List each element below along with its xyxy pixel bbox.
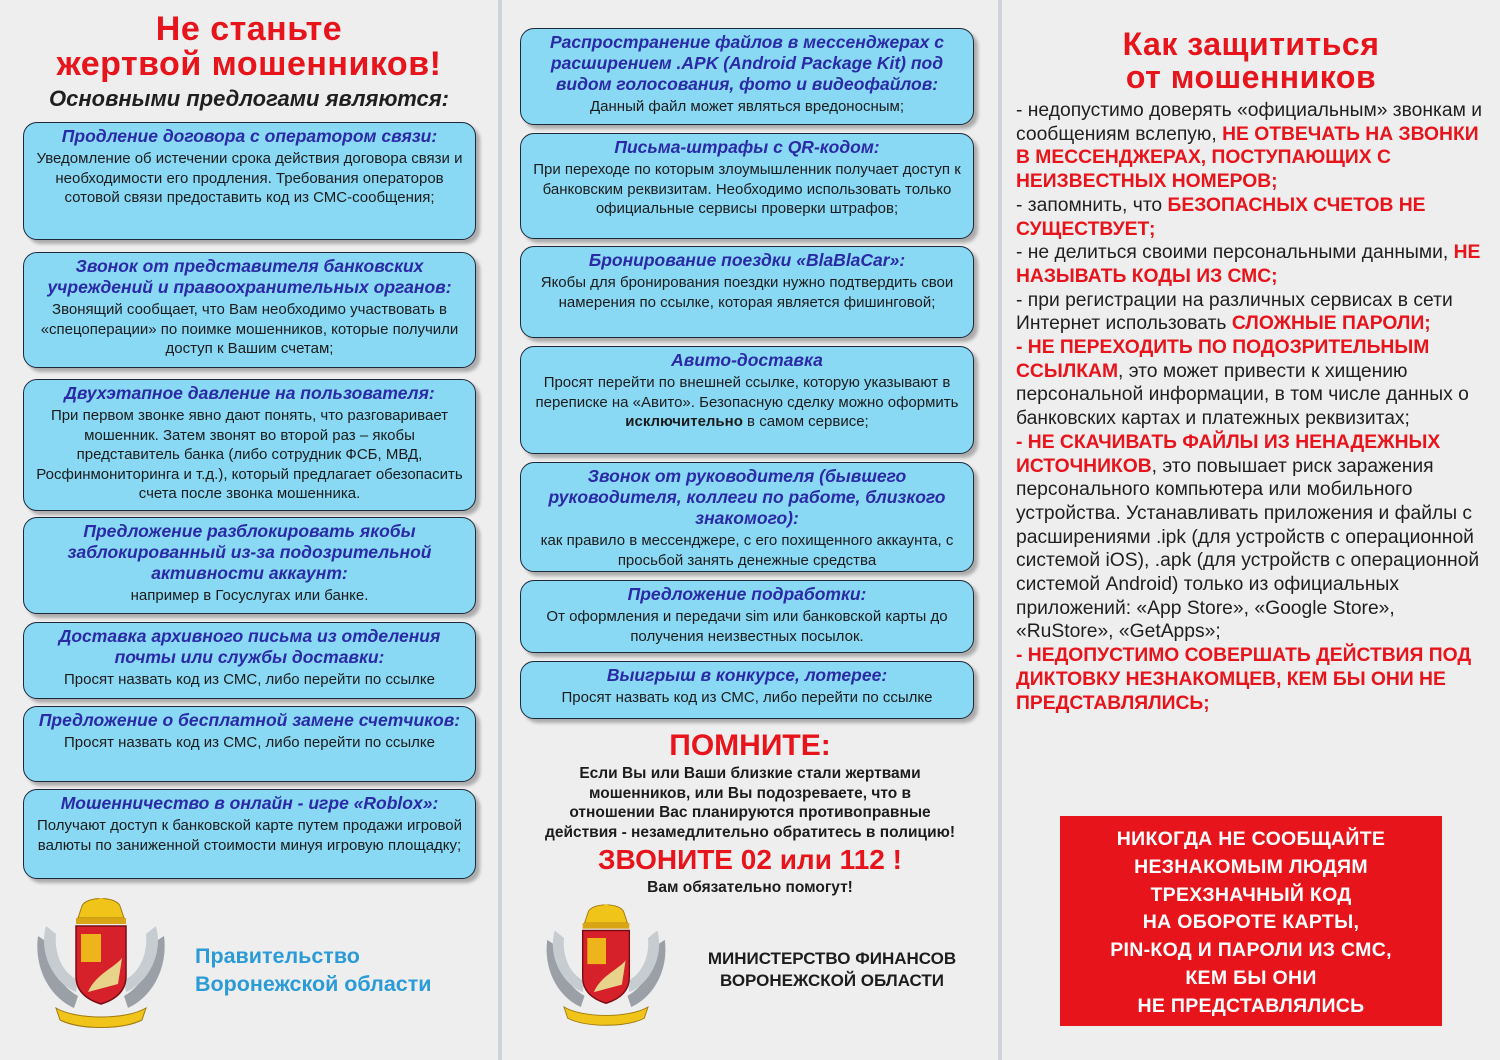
card-body: От оформления и передачи sim или банковской карты до получения неизвестных посылок. <box>546 608 948 645</box>
remember-title: ПОМНИТЕ: <box>669 729 831 762</box>
card-title: Доставка архивного письма из отделения почты или службы доставки: <box>58 626 441 667</box>
scheme-card-boss-call <box>520 462 974 572</box>
remember-line: действия - незамедлительно обратитесь в полицию! <box>544 823 956 841</box>
protection-tip <box>1016 644 1491 715</box>
card-title: Выигрыш в конкурсе, лотерее: <box>606 665 888 685</box>
ministry-name <box>684 948 980 992</box>
voronezh-coat-of-arms-icon <box>26 896 176 1031</box>
remember-line: отношении Вас планируются противоправные <box>569 804 931 821</box>
scheme-card-qr-fines <box>520 133 974 239</box>
tip-text: - запомнить, что <box>1016 194 1168 216</box>
card-body-emphasis: исключительно <box>625 413 743 430</box>
card-body: Просят назвать код из СМС, либо перейти по ссылке <box>64 734 435 751</box>
remember-line: Если Вы или Ваши близкие стали жертвами <box>579 765 921 782</box>
tip-text: - при регистрации на различных сервисах в сети Интернет использовать <box>1016 289 1453 335</box>
voronezh-coat-of-arms-icon <box>536 898 676 1033</box>
card-body: Уведомление об истечении срока действия договора связи и необходимости его продления. Требования операторов сотовой связи предоставить код из СМС-сообщения; <box>36 150 463 206</box>
middle-panel <box>502 0 998 1060</box>
right-title-line2: от мошенников <box>1125 59 1377 95</box>
card-body: При переходе по которым злоумышленник получает доступ к банковским реквизитам. Необходимо использовать только официальные сервисы проверки штрафов; <box>533 161 961 217</box>
scheme-card-contract <box>23 122 476 240</box>
scheme-card-blablacar <box>520 246 974 338</box>
warning-line: ТРЕХЗНАЧНЫЙ КОД <box>1150 883 1352 906</box>
scheme-card-avito <box>520 346 974 454</box>
ministry-name-line2: ВОРОНЕЖСКОЙ ОБЛАСТИ <box>719 971 945 990</box>
card-title: Распространение файлов в мессенджерах с расширением .APK (Android Package Kit) под видом голосования, фото и видеофайлов: <box>549 32 945 94</box>
card-title: Письма-штрафы с QR-кодом: <box>614 137 880 157</box>
card-title: Двухэтапное давление на пользователя: <box>64 383 435 403</box>
card-title: Предложение о бесплатной замене счетчиков: <box>38 710 461 730</box>
remember-line: мошенников, или Вы подозреваете, что в <box>588 784 912 802</box>
card-body: Данный файл может являться вредоносным; <box>590 98 904 115</box>
tip-text: , это может привести к хищению персональной информации, в том числе данных о банковских картах и платежных реквизитах; <box>1016 360 1469 430</box>
help-text: Вам обязательно помогут! <box>647 879 853 896</box>
left-title-line1: Не станьте <box>155 10 343 48</box>
tip-text: - недопустимо доверять «официальным» звонкам и сообщениям вслепую, <box>1016 100 1483 145</box>
scheme-card-roblox <box>23 789 476 879</box>
card-body: Получают доступ к банковской карте путем продажи игровой валюты по заниженной стоимости минуя игровую площадку; <box>37 817 462 854</box>
card-body: Звонящий сообщает, что Вам необходимо участвовать в «спецоперации» по поимке мошенников, которые получили доступ к Вашим счетам; <box>40 301 459 357</box>
protection-tip <box>1016 431 1491 644</box>
card-body: например в Госуслугах или банке. <box>130 587 369 604</box>
tip-text: - не делиться своими персональными данными, <box>1016 242 1454 264</box>
scheme-card-meter-replacement <box>23 706 476 782</box>
warning-line: КЕМ БЫ ОНИ <box>1185 966 1317 989</box>
card-body: При первом звонке явно дают понять, что разговаривает мошенник. Затем звонят во второй раз – якобы представитель банка (либо сотрудник ФСБ, МВД, Росфинмониторинга и т.д.), который предлагает обезопасить счета после звонка мошенника. <box>36 407 463 502</box>
protection-tip <box>1016 289 1491 336</box>
card-title: Звонок от руководителя (бывшего руководителя, коллеги по работе, близкого знакомого): <box>548 466 946 528</box>
warning-line: НИКОГДА НЕ СООБЩАЙТЕ <box>1116 828 1386 850</box>
warning-line: НЕЗНАКОМЫМ ЛЮДЯМ <box>1134 855 1368 878</box>
warning-line: PIN-КОД И ПАРОЛИ ИЗ СМС, <box>1110 939 1392 962</box>
protection-tip <box>1016 99 1491 194</box>
gov-name-line1: Правительство <box>195 944 360 968</box>
scheme-card-archive-letter <box>23 622 476 699</box>
protection-tip <box>1016 241 1491 288</box>
emergency-call-text: ЗВОНИТЕ 02 или 112 ! <box>598 844 902 875</box>
warning-line: НА ОБОРОТЕ КАРТЫ, <box>1142 911 1360 934</box>
card-title: Авито-доставка <box>671 350 823 370</box>
card-title: Звонок от представителя банковских учреждений и правоохранительных органов: <box>47 256 452 297</box>
tip-emphasis: - НЕ СКАЧИВАТЬ ФАЙЛЫ ИЗ НЕНАДЕЖНЫХ ИСТОЧНИКОВ <box>1016 431 1441 477</box>
left-title-line2: жертвой мошенников! <box>56 45 442 83</box>
card-body: как правило в мессенджере, с его похищенного аккаунта, с просьбой занять денежные средства <box>540 532 954 569</box>
protection-tips-list <box>1016 99 1491 715</box>
tip-emphasis: - НЕДОПУСТИМО СОВЕРШАТЬ ДЕЙСТВИЯ ПОД ДИКТОВКУ НЕЗНАКОМЦЕВ, КЕМ БЫ ОНИ НЕ ПРЕДСТАВЛЯЛИСЬ; <box>1016 645 1472 714</box>
card-title: Предложение подработки: <box>627 584 867 604</box>
scheme-card-two-stage <box>23 379 476 511</box>
warning-box <box>1060 816 1442 1026</box>
ministry-name-line1: МИНИСТЕРСТВО ФИНАНСОВ <box>707 949 957 968</box>
right-title-line1: Как защититься <box>1122 26 1380 62</box>
tip-emphasis: ; <box>1148 218 1156 240</box>
right-panel <box>1002 0 1500 1060</box>
tip-emphasis: БЕЗОПАСНЫХ СЧЕТОВ НЕ СУЩЕСТВУЕТ <box>1016 194 1426 240</box>
card-title: Мошенничество в онлайн - игре «Roblox»: <box>60 793 439 813</box>
gov-name-line2: Воронежской области <box>195 972 432 996</box>
warning-line: НЕ ПРЕДСТАВЛЯЛИСЬ <box>1137 994 1365 1017</box>
card-title: Продление договора с оператором связи: <box>61 126 438 146</box>
tip-text: , это повышает риск заражения персонального компьютера или мобильного устройства. Устанавливать приложения и файлы с расширениями .ipk (для устройств с операционной системой iOS), .apk (для устройств с операционной системой Android) только из официальных приложений: «App Store», «Google Store», «RuStore», «GetApps»; <box>1016 455 1480 643</box>
scheme-card-part-time-job <box>520 580 974 653</box>
tip-emphasis: ; <box>1271 171 1278 193</box>
protection-tip <box>1016 336 1491 431</box>
remember-text <box>502 764 998 842</box>
card-body-text: Просят перейти по внешней ссылке, которую указывают в переписке на «Авито». Безопасную сделку можно оформить <box>535 374 959 411</box>
tip-emphasis: НЕ НАЗЫВАТЬ КОДЫ ИЗ СМС; <box>1016 242 1481 287</box>
tip-emphasis: - НЕ ПЕРЕХОДИТЬ ПО ПОДОЗРИТЕЛЬНЫМ ССЫЛКАМ <box>1016 337 1430 382</box>
scheme-card-lottery <box>520 661 974 719</box>
card-body: Якобы для бронирования поездки нужно подтвердить свои намерения по ссылке, которая является фишинговой; <box>540 274 954 311</box>
tip-emphasis: СЛОЖНЫЕ ПАРОЛИ; <box>1231 313 1431 335</box>
tip-emphasis: НЕ ОТВЕЧАТЬ НА ЗВОНКИ В МЕССЕНДЖЕРАХ, ПОСТУПАЮЩИХ С НЕИЗВЕСТНЫХ НОМЕРОВ <box>1016 123 1479 193</box>
card-body: Просят назвать код из СМС, либо перейти по ссылке <box>64 671 435 688</box>
card-body: Просят назвать код из СМС, либо перейти по ссылке <box>561 689 933 706</box>
scheme-card-apk-files <box>520 28 974 125</box>
card-body <box>531 373 963 432</box>
card-title: Бронирование поездки «BlaBlaCar»: <box>588 250 906 270</box>
scheme-card-bank-call <box>23 252 476 368</box>
protection-tip <box>1016 194 1491 241</box>
card-body-text: в самом сервисе; <box>742 413 869 430</box>
card-title: Предложение разблокировать якобы заблокированный из-за подозрительной активности аккаунт: <box>67 521 432 583</box>
left-panel <box>0 0 498 1060</box>
left-subtitle: Основными предлогами являются: <box>49 86 449 111</box>
scheme-card-unblock-account <box>23 517 476 614</box>
